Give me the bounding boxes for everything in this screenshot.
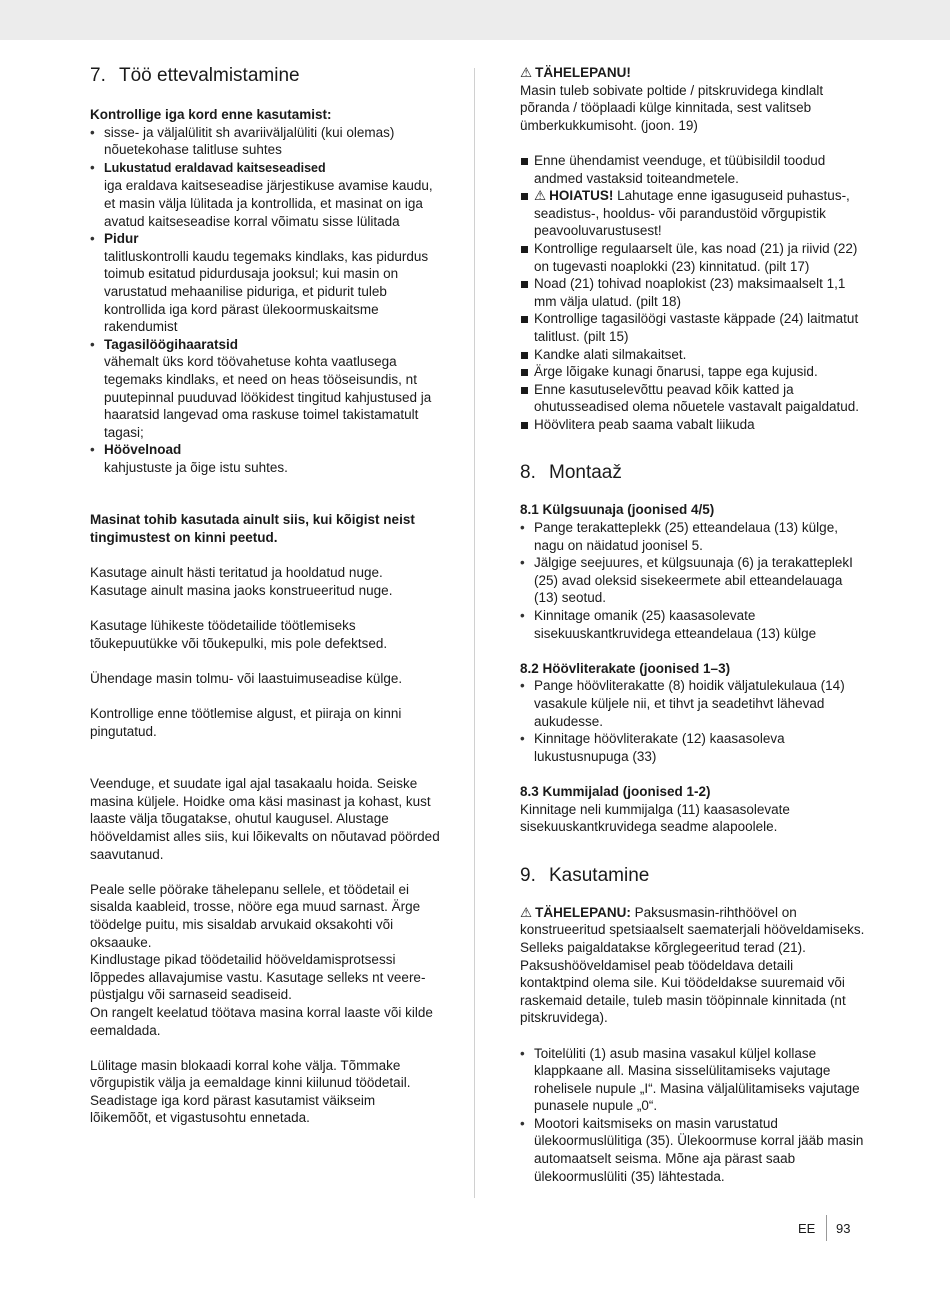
subsection-8-1-list (520, 519, 865, 642)
paragraph: Ühendage masin tolmu- või laastuimuseadise külge. (90, 670, 403, 686)
paragraph: Kasutage lühikeste töödetailide töötlemiseks tõukepuutükke või tõukepulki, mis pole defektsed. (90, 618, 388, 651)
list-item: • Tagasilöögihaaratsid vähemalt üks kord töövahetuse kohta vaatlusega tegemaks kindlaks, et need on heas tööseisundis, nt puutepinnal puuduvad löökidest tingitud kahjustused ja haaratsid langevad oma raskuse toimel takistamatult tagasi; (90, 336, 440, 442)
paragraph: Veenduge, et suudate igal ajal tasakaalu hoida. Seiske masina küljele. Hoidke oma käsi masinast ja kohast, kust laaste välja tõugatakse, ohutul kaugusel. Alustage hööveldamist alles siis, kui lõikevalts on nõutavad pöörded saavutanud. (90, 776, 440, 862)
subsection-8-2-title: 8.2 Höövliterakate (joonised 1–3) (520, 660, 731, 676)
page-number: 93 (836, 1221, 851, 1236)
check-list (90, 124, 440, 477)
paragraph: Kontrollige enne töötlemise algust, et piiraja on kinni pingutatud. (90, 706, 402, 739)
usage-list (520, 1045, 865, 1186)
warning-triangle-icon: ⚠ (534, 188, 547, 204)
list-item: Ärge lõigake kunagi õnarusi, tappe ega kujusid. (520, 363, 865, 381)
list-item: • Mootori kaitsmiseks on masin varustatud ülekoormuslülitiga (35). Ülekoormuse korral jääb masin automaatselt seisma. Mõne aja pärast saab ülekoormuslüliti (35) lähtestada. (520, 1115, 865, 1185)
right-column (520, 64, 865, 1185)
list-item: ⚠ HOIATUS! Lahutage enne igasuguseid puhastus-, seadistus-, hooldus- või parandustöid võrgupistik peavooluvarustusest! (520, 187, 865, 240)
list-item: • Pange terakatteplekk (25) etteandelaua (13) külge, nagu on näidatud joonisel 5. (520, 519, 865, 554)
list-item: Kontrollige tagasilöögi vastaste käppade (24) laitmatut talitlust. (pilt 15) (520, 310, 865, 345)
list-item: Enne ühendamist veenduge, et tüübisildil toodud andmed vastaksid toiteandmetele. (520, 152, 865, 187)
warning-block: ⚠ TÄHELEPANU! Masin tuleb sobivate poltide / pitskruvidega kindlalt põranda / tööplaadi külge kinnitada, sest valitseb ümberkukkumisoht. (joon. 19) (520, 65, 824, 133)
list-item: • Toitelüliti (1) asub masina vasakul küljel kollase klappkaane all. Masina sisselülitamiseks vajutage rohelisele nupule „I“. Masina väljalülitamiseks vajutage punasele nupule „0“. (520, 1045, 865, 1115)
left-column (90, 64, 440, 1127)
list-item: • Kinnitage omanik (25) kaasasolevate sisekuuskantkruvidega etteandelaua (13) külge (520, 607, 865, 642)
warning-block: ⚠ TÄHELEPANU: Paksusmasin-rihthöövel on konstrueeritud spetsiaalselt saematerjali hööveldamiseks. Selleks paigaldatakse kõrglegeeritud terad (21). Paksushööveldamisel peab töödeldava detaili kontaktpind olema sile. Kui töödeldakse suuremaid või raskemaid detaile, tuleb masin tööpinnale kinnitada (nt pitskruvidega). (520, 904, 865, 1026)
paragraph: On rangelt keelatud töötava masina korral laaste või kilde eemaldada. (90, 1004, 433, 1038)
paragraph: Kinnitage neli kummijalga (11) kaasasolevate sisekuuskantkruvidega seadme alapoolele. (520, 801, 790, 835)
list-item: Noad (21) tohivad noaplokist (23) maksimaalselt 1,1 mm välja ulatud. (pilt 18) (520, 275, 865, 310)
list-item: • Lukustatud eraldavad kaitseseadised iga eraldava kaitseseadise järjestikuse avamise kaudu, et masin välja lülitada ja kontrollida, et masinat on iga avatud kaitseseadise korral võimatu sisse lülitada (90, 159, 440, 230)
warning-triangle-icon: ⚠ (520, 904, 533, 920)
paragraph: Lülitage masin blokaadi korral kohe välja. Tõmmake võrgupistik välja ja eemaldage kinni kiilunud töödetail. Seadistage iga kord pärast kasutamist väikseim lõikemõõt, et vigastusohtu ennetada. (90, 1057, 411, 1126)
paragraph: Kasutage ainult hästi teritatud ja hooldatud nuge. Kasutage ainult masina jaoks konstrueeritud nuge. (90, 565, 393, 598)
top-band (0, 0, 950, 40)
paragraph: Peale selle pöörake tähelepanu sellele, et töödetail ei sisalda kaableid, trosse, nööre ega muud sarnast. Ärge töödelge puitu, mis sisaldab arvukaid oksakohti või oksaauke. (90, 881, 421, 950)
list-item: • sisse- ja väljalülitit sh avariiväljalüliti (kui olemas) nõuetekohase talitluse suhtes (90, 124, 440, 159)
warning-triangle-icon: ⚠ (520, 65, 533, 80)
subsection-8-2-list (520, 677, 865, 765)
section-7-heading: 7. Töö ettevalmistamine (90, 65, 300, 86)
list-item: • Kinnitage höövliterakate (12) kaasasoleva lukustusnupuga (33) (520, 730, 865, 765)
list-item: • Jälgige seejuures, et külgsuunaja (6) ja terakatteplekI (25) avad oleksid sisekeermete abil etteandelauaga (13) seotud. (520, 554, 865, 607)
footer-divider (826, 1215, 827, 1241)
subsection-8-3-title: 8.3 Kummijalad (joonised 1-2) (520, 783, 711, 799)
list-item: Kandke alati silmakaitset. (520, 346, 865, 364)
safety-checklist (520, 152, 865, 434)
section-9-heading: 9. Kasutamine (520, 864, 650, 886)
list-item: • Pange höövliterakatte (8) hoidik väljatulekulaua (14) vasakule küljele nii, et tihvt ja seadetihvt lähevad aukudesse. (520, 677, 865, 730)
list-item: Höövlitera peab saama vabalt liikuda (520, 416, 865, 434)
check-intro: Kontrollige iga kord enne kasutamist: (90, 107, 332, 122)
section-8-heading: 8. Montaaž (520, 462, 622, 484)
subsection-8-1-title: 8.1 Külgsuunaja (joonised 4/5) (520, 502, 715, 518)
language-code: EE (798, 1221, 816, 1236)
list-item: Kontrollige regulaarselt üle, kas noad (21) ja riivid (22) on tugevasti noaplokki (23) kinnitatud. (pilt 17) (520, 240, 865, 275)
list-item: • Pidur talitluskontrolli kaudu tegemaks kindlaks, kas pidurdus toimub esitatud pidurdusaja jooksul; kui masin on varustatud mehaanilise piduriga, et pidurit tuleb kontrollida iga kord pärast ülekoormuskaitsme rakendumist (90, 230, 440, 336)
list-item: Enne kasutuselevõttu peavad kõik katted ja ohutusseadised olema nõuetele vastavalt paigaldatud. (520, 381, 865, 416)
column-divider (474, 68, 475, 1198)
paragraph: Kindlustage pikad töödetailid hööveldamisprotsessi lõppedes allavajumise vastu. Kasutage selleks nt veere-püstjalgu või sarnaseid seadiseid. (90, 952, 426, 1003)
usage-condition-note: Masinat tohib kasutada ainult siis, kui kõigist neist tingimustest on kinni peetud. (90, 512, 415, 546)
list-item: • Höövelnoad kahjustuste ja õige istu suhtes. (90, 441, 440, 476)
